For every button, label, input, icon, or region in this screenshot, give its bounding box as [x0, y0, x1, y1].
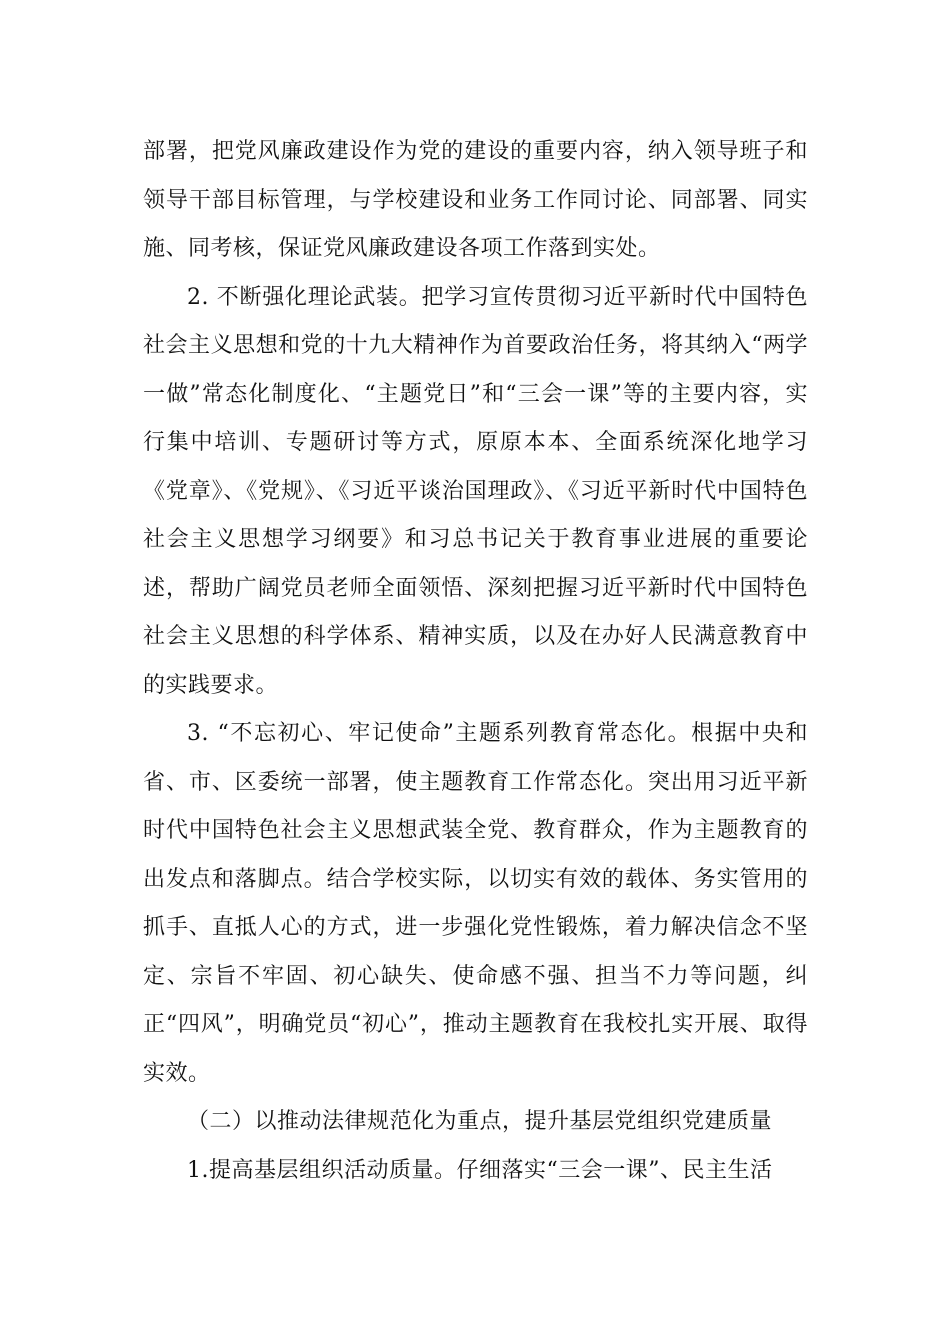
section-heading-two: （二）以推动法律规范化为重点，提升基层党组织党建质量: [187, 1109, 773, 1134]
paragraph-theory-study: 2. 不断强化理论武装。把学习宣传贯彻习近平新时代中国特色社会主义思想和党的十九大精神作为首要政治任务，将其纳入“两学一做”常态化制度化、“主题党日”和“三会一课”等的主要内容，实行集中培训、专题研讨等方式，原原本本、全面系统深化地学习《党章》、《党规》、《习近平谈治国理政》、《习近平新时代中国特色社会主义思想学习纲要》和习总书记关于教育事业进展的重要论述，帮助广阔党员老师全面领悟、深刻把握习近平新时代中国特色社会主义思想的科学体系、精神实质，以及在办好人民满意教育中的实践要求。: [143, 284, 808, 698]
paragraph-continuation: 部署，把党风廉政建设作为党的建设的重要内容，纳入领导班子和领导干部目标管理，与学校建设和业务工作同讨论、同部署、同实施、同考核，保证党风廉政建设各项工作落到实处。: [143, 139, 808, 261]
document-body: [143, 128, 808, 1195]
paragraph-theme-education: 3. “不忘初心、牢记使命”主题系列教育常态化。根据中央和省、市、区委统一部署，使主题教育工作常态化。突出用习近平新时代中国特色社会主义思想武装全党、教育群众，作为主题教育的出发点和落脚点。结合学校实际，以切实有效的载体、务实管用的抓手、直抵人心的方式，进一步强化党性锻炼，着力解决信念不坚定、宗旨不牢固、初心缺失、使命感不强、担当不力等问题，纠正“四风”，明确党员“初心”，推动主题教育在我校扎实开展、取得实效。: [143, 721, 808, 1086]
paragraph-organization-quality: 1.提高基层组织活动质量。仔细落实“三会一课”、民主生活: [187, 1157, 773, 1183]
